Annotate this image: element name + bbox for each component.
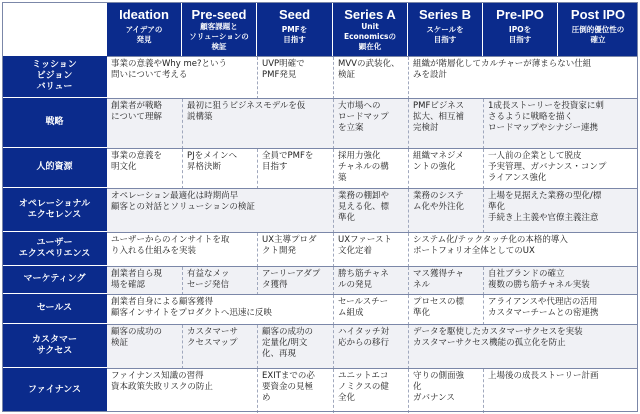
table-cell: オペレーション最適化は時期尚早 顧客との対話とソリューションの検証: [111, 191, 255, 212]
stage-desc: スケールを 目指す: [426, 25, 464, 44]
table-cell: 顧客の成功の 検証: [111, 327, 163, 348]
stage-header-ideation: [107, 2, 182, 56]
stage-desc: IPOを 目指す: [508, 25, 532, 44]
table-cell: 一人前の企業として脱皮 予実管理、ガバナンス・コンプ ライアンス強化: [483, 149, 638, 189]
table-cell: セールスチー ム組成: [333, 295, 408, 325]
table-cell: データを駆使したカスタマーサクセスを実装 カスタマーサクセス機能の孤立化を防止: [408, 325, 638, 369]
stage-header-series-a: [333, 2, 408, 56]
stage-header-seed: [257, 2, 333, 56]
row-header-hr: 人的資源: [2, 148, 107, 188]
row-header-finance: ファイナンス: [2, 368, 107, 412]
stage-desc: PMFを 目指す: [281, 25, 308, 44]
stage-matrix-table: [2, 2, 638, 412]
table-cell: 組織が階層化してカルチャーが薄まらない仕組 みを設計: [408, 57, 638, 99]
table-cell: 上場後の成長ストーリー計画: [483, 369, 638, 413]
table-cell: ハイタッチ対 応からの移行: [333, 325, 408, 369]
table-cell: 創業者自ら現 場を確認: [111, 269, 163, 290]
table-cell: アーリーアダプ タ獲得: [257, 267, 333, 295]
table-cell: 守りの側面強 化 ガバナンス: [408, 369, 483, 413]
table-cell: アライアンスや代理店の活用 カスタマーチームとの密連携: [483, 295, 638, 325]
table-cell: 組織マネジメ ントの強化: [408, 149, 483, 189]
header-corner: [2, 2, 107, 56]
table-cell: 大市場への ロードマップ を立案: [333, 99, 408, 149]
table-cell: 事業の意義を 明文化: [111, 151, 163, 172]
stage-title: Series A: [344, 7, 396, 22]
table-cell: 創業者自身による顧客獲得 顧客インサイトをプロダクトへ迅速に反映: [111, 297, 272, 318]
table-cell: カスタマーサ クセスマップ: [182, 325, 257, 369]
table-cell: PJをメインへ 昇格決断: [182, 149, 257, 189]
stage-title: Seed: [278, 7, 311, 22]
row-header-strategy: 戦略: [2, 98, 107, 148]
table-cell: 創業者が戦略 について理解: [111, 101, 163, 122]
row-finance: [107, 368, 638, 412]
stage-header-series-b: [408, 2, 483, 56]
stage-desc: アイデアの 発見: [125, 25, 163, 44]
table-cell: 業務のシステ ム化や外注化: [408, 189, 483, 233]
stage-title: Pre-IPO: [496, 7, 544, 22]
row-header-sales: セールス: [2, 294, 107, 324]
row-marketing: [107, 266, 638, 294]
row-hr: [107, 148, 638, 188]
table-cell: 1成長ストーリーを投資家に刺 さるように戦略を描く ロードマップやシナジー連携: [483, 99, 638, 149]
table-cell: 事業の意義やWhy me?という 問いについて考える: [111, 59, 228, 80]
row-operational-excellence: [107, 188, 638, 232]
row-strategy: [107, 98, 638, 148]
table-cell: UXファースト 文化定着: [333, 233, 408, 267]
table-cell: 顧客の成功の 定量化/明文 化、再現: [257, 325, 333, 369]
table-cell: 業務の棚卸や 見える化、標 準化: [333, 189, 408, 233]
table-cell: 最初に狙うビジネスモデルを仮 説構築: [182, 99, 333, 149]
table-cell: UVP明確で PMF発見: [257, 57, 333, 99]
stage-title: Series B: [418, 7, 472, 22]
table-cell: プロセスの標 準化: [408, 295, 483, 325]
stage-desc: 圧倒的優位性の 確立: [571, 25, 625, 44]
stage-title: Pre-seed: [191, 7, 247, 22]
row-mvv: [107, 56, 638, 98]
stage-header-pre-ipo: [483, 2, 558, 56]
table-cell: PMFビジネス 拡大、相互補 完検討: [408, 99, 483, 149]
table-cell: 上場を見据えた業務の型化/標 準化 手続き上主義や官僚主義注意: [483, 189, 638, 233]
row-user-experience: [107, 232, 638, 266]
row-header-operational-excellence: オペレーショナル エクセレンス: [2, 188, 107, 232]
table-cell: ファイナンス知識の習得 資本政策失敗リスクの防止: [111, 371, 213, 392]
stage-title: Post IPO: [570, 7, 626, 22]
stage-desc: Unit Economicsの 顕在化: [343, 22, 396, 51]
table-cell: ユニットエコ ノミクスの健 全化: [333, 369, 408, 413]
table-cell: 全員でPMFを 目指す: [257, 149, 333, 189]
row-sales: [107, 294, 638, 324]
table-cell: ユーザーからのインサイトを取 り入れる仕組みを実装: [111, 235, 230, 256]
stage-header-post-ipo: [558, 2, 638, 56]
row-header-mvv: ミッション ビジョン バリュー: [2, 56, 107, 98]
table-cell: 有益なメッ セージ発信: [182, 267, 257, 295]
table-cell: 勝ち筋チャネ ルの発見: [333, 267, 408, 295]
row-header-user-experience: ユーザー エクスペリエンス: [2, 232, 107, 266]
table-cell: UX主導プロダ クト開発: [257, 233, 333, 267]
table-cell: MVVの武装化、 検証: [333, 57, 408, 99]
stage-desc: 顧客課題と ソリューションの 検証: [189, 22, 249, 51]
table-cell: EXITまでの必 要資金の見極 め: [257, 369, 333, 413]
table-cell: 自社ブランドの確立 複数の勝ち筋チャネル実装: [483, 267, 638, 295]
row-header-marketing: マーケティング: [2, 266, 107, 294]
stage-title: Ideation: [119, 7, 169, 22]
stage-header-preseed: [182, 2, 257, 56]
table-cell: マス獲得チャ ネル: [408, 267, 483, 295]
row-header-customer-success: カスタマー サクセス: [2, 324, 107, 368]
table-cell: 採用力強化 チャネルの構 築: [333, 149, 408, 189]
row-customer-success: [107, 324, 638, 368]
table-cell: システム化/テックタッチ化の本格的導入 ポートフォリオ全体としてのUX: [408, 233, 638, 267]
